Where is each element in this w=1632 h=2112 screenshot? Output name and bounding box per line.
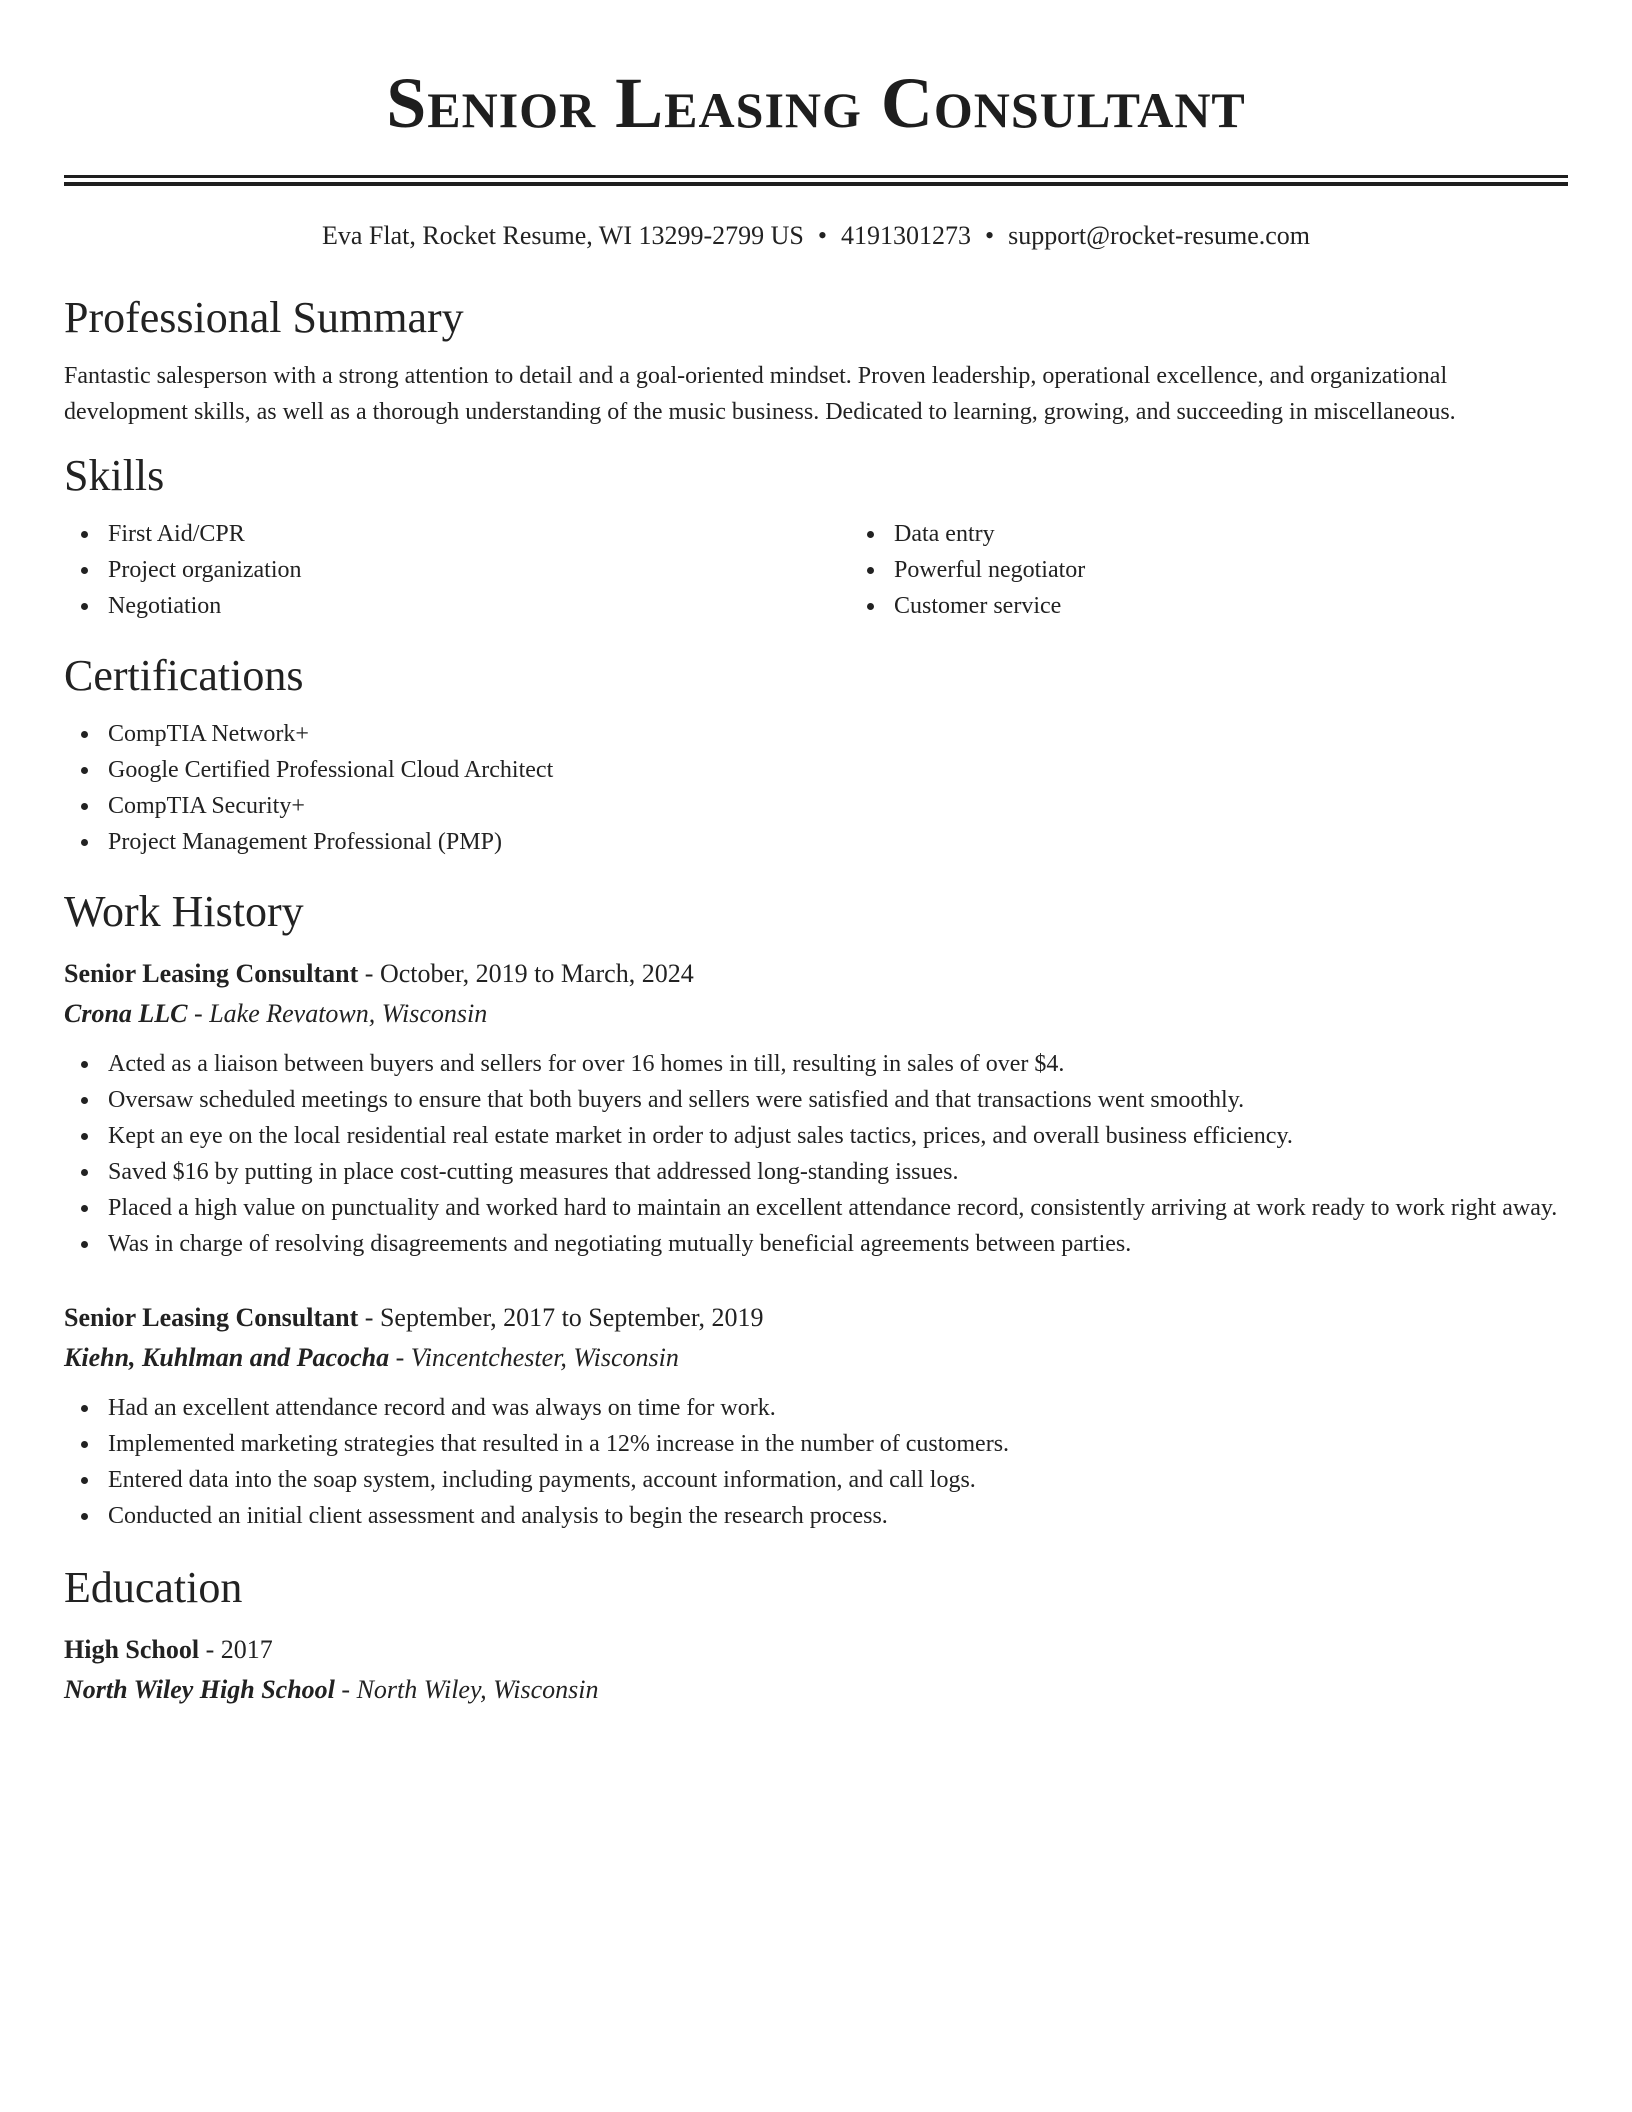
job-entry [64, 954, 1568, 1262]
section-heading: Work History [64, 887, 304, 936]
job-location: Lake Revatown, Wisconsin [209, 999, 488, 1028]
degree: High School [64, 1635, 200, 1664]
employer-line [64, 994, 1568, 1034]
dash: - [358, 1303, 380, 1332]
skill-item: Powerful negotiator [894, 552, 1632, 588]
contact-phone: 4191301273 [840, 221, 971, 250]
contact-separator: • [984, 221, 995, 250]
skills-section [64, 448, 1568, 624]
skill-item: Negotiation [108, 588, 850, 624]
contact-line [64, 218, 1568, 254]
job-bullet: Implemented marketing strategies that resulted in a 12% increase in the number of customers. [108, 1426, 1568, 1462]
dash: - [199, 1635, 221, 1664]
skill-item: First Aid/CPR [108, 516, 850, 552]
skill-item: Project organization [108, 552, 850, 588]
job-bullets [64, 1046, 1568, 1262]
resume-title: Senior Leasing Consultant [386, 63, 1246, 143]
section-heading: Education [64, 1563, 243, 1612]
certification-item: Google Certified Professional Cloud Architect [108, 752, 1568, 788]
graduation-year: 2017 [220, 1635, 273, 1664]
school-name: North Wiley High School [64, 1675, 335, 1704]
job-title: Senior Leasing Consultant [64, 1303, 359, 1332]
skill-item: Customer service [894, 588, 1632, 624]
summary-text: Fantastic salesperson with a strong attention to detail and a goal-oriented mindset. Proven leadership, operational excellence, and organizational development skills, as well as a thorough understanding of the music business. Dedicated to learning, growing, and succeeding in miscellaneous. [64, 363, 1456, 425]
professional-summary-section [64, 290, 1568, 430]
job-entry [64, 1298, 1568, 1534]
employer-line [64, 1338, 1568, 1378]
education-section [64, 1560, 1568, 1710]
job-bullet: Placed a high value on punctuality and worked hard to maintain an excellent attendance record, consistently arriving at work ready to work right away. [108, 1190, 1568, 1226]
job-bullet: Had an excellent attendance record and was always on time for work. [108, 1390, 1568, 1426]
school-location: North Wiley, Wisconsin [356, 1675, 599, 1704]
title-double-rule [64, 175, 1568, 186]
dash: - [334, 1675, 357, 1704]
degree-line [64, 1630, 1568, 1670]
job-bullet: Kept an eye on the local residential real estate market in order to adjust sales tactics, prices, and overall business efficiency. [108, 1118, 1568, 1154]
job-bullet: Was in charge of resolving disagreements and negotiating mutually beneficial agreements between parties. [108, 1226, 1568, 1262]
contact-separator: • [817, 221, 827, 250]
job-bullet: Acted as a liaison between buyers and sellers for over 16 homes in till, resulting in sales of over $4. [108, 1046, 1568, 1082]
job-title-line [64, 1298, 1568, 1338]
skills-list-left [64, 516, 850, 624]
job-dates: September, 2017 to September, 2019 [379, 1303, 764, 1332]
job-bullets [64, 1390, 1568, 1534]
job-location: Vincentchester, Wisconsin [410, 1343, 679, 1372]
section-heading: Professional Summary [64, 293, 464, 342]
job-bullet: Saved $16 by putting in place cost-cutting measures that addressed long-standing issues. [108, 1154, 1568, 1190]
certification-item: CompTIA Network+ [108, 716, 1568, 752]
skill-item: Data entry [894, 516, 1632, 552]
job-bullet: Conducted an initial client assessment and analysis to begin the research process. [108, 1498, 1568, 1534]
job-bullet: Entered data into the soap system, including payments, account information, and call logs. [108, 1462, 1568, 1498]
section-heading: Skills [64, 451, 165, 500]
job-bullet: Oversaw scheduled meetings to ensure that both buyers and sellers were satisfied and that transactions went smoothly. [108, 1082, 1568, 1118]
skills-list-right [850, 516, 1632, 624]
section-heading: Certifications [64, 651, 304, 700]
job-title-line [64, 954, 1568, 994]
contact-address: Eva Flat, Rocket Resume, WI 13299-2799 US [321, 221, 804, 250]
certifications-section [64, 648, 1568, 860]
job-dates: October, 2019 to March, 2024 [379, 959, 694, 988]
employer-name: Crona LLC [64, 999, 188, 1028]
certifications-list [64, 716, 1568, 860]
certification-item: Project Management Professional (PMP) [108, 824, 1568, 860]
work-history-section [64, 884, 1568, 1534]
skills-columns [64, 516, 1568, 624]
dash: - [358, 959, 380, 988]
dash: - [187, 999, 210, 1028]
dash: - [389, 1343, 411, 1372]
contact-email: support@rocket-resume.com [1008, 221, 1311, 250]
school-line [64, 1670, 1568, 1710]
employer-name: Kiehn, Kuhlman and Pacocha [64, 1343, 390, 1372]
certification-item: CompTIA Security+ [108, 788, 1568, 824]
job-title: Senior Leasing Consultant [64, 959, 359, 988]
